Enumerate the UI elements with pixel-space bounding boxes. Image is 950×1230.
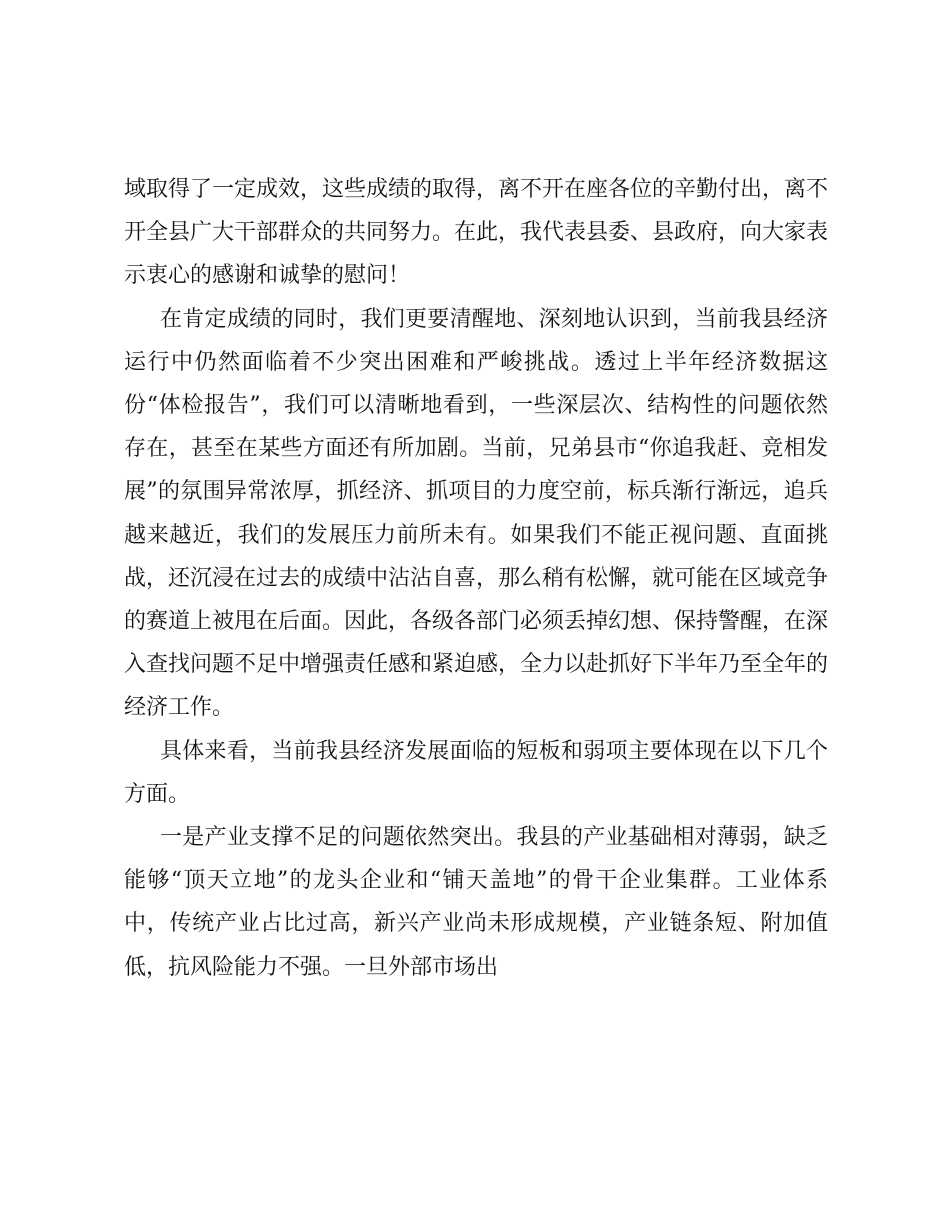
paragraph-1: 域取得了一定成效，这些成绩的取得，离不开在座各位的辛勤付出，离不开全县广大干部群众的共同努力。在此，我代表县委、县政府，向大家表示衷心的感谢和诚挚的慰问！ xyxy=(124,177,829,289)
document-body xyxy=(124,168,828,989)
paragraph-3: 具体来看，当前我县经济发展面临的短板和弱项主要体现在以下几个方面。 xyxy=(124,738,828,807)
paragraph-2: 在肯定成绩的同时，我们更要清醒地、深刻地认识到，当前我县经济运行中仍然面临着不少突出困难和严峻挑战。透过上半年经济数据这份“体检报告”，我们可以清晰地看到，一些深层次、结构性的问题依然存在，甚至在某些方面还有所加剧。当前，兄弟县市“你追我赶、竞相发展”的氛围异常浓厚，抓经济、抓项目的力度空前，标兵渐行渐远，追兵越来越近，我们的发展压力前所未有。如果我们不能正视问题、直面挑战，还沉浸在过去的成绩中沾沾自喜，那么稍有松懈，就可能在区域竞争的赛道上被甩在后面。因此，各级各部门必须丢掉幻想、保持警醒，在深入查找问题不足中增强责任感和紧迫感，全力以赴抓好下半年乃至全年的经济工作。 xyxy=(124,306,829,721)
paragraph-4: 一是产业支撑不足的问题依然突出。我县的产业基础相对薄弱，缺乏能够“顶天立地”的龙头企业和“铺天盖地”的骨干企业集群。工业体系中，传统产业占比过高，新兴产业尚未形成规模，产业链条短、附加值低，抗风险能力不强。一旦外部市场出 xyxy=(124,825,828,980)
